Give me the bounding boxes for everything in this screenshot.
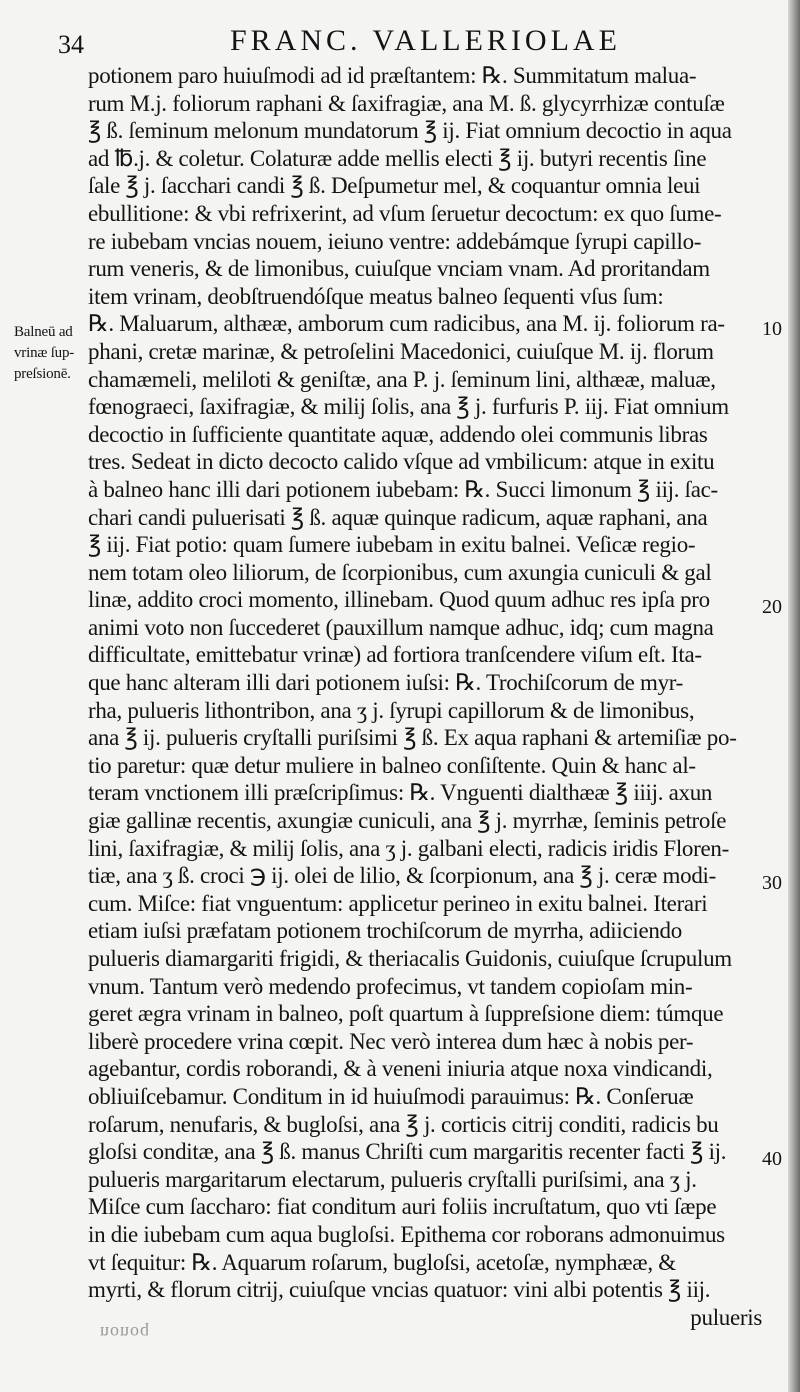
marginal-note [14, 322, 94, 385]
text-line: roſarum, nenufaris, & bugloſsi, ana ℥ j. corticis citrij conditi, radicis bu [88, 1111, 719, 1137]
text-line: tres. Sedeat in dicto decocto calido vſque ad vmbilicum: atque in exitu [88, 449, 715, 475]
text-line: ℥ iij. Fiat potio: quam ſumere iubebam in exitu balnei. Veſicæ regio- [88, 532, 696, 558]
text-line: teram vnctionem illi præſcripſimus: ℞. Vnguenti dialthææ ℥ iiij. axun [88, 780, 713, 806]
text-line: vt ſequitur: ℞. Aquarum roſarum, bugloſsi, acetoſæ, nymphææ, & [88, 1249, 676, 1275]
text-line: nem totam oleo liliorum, de ſcorpionibus, cum axungia cuniculi & gal [88, 559, 712, 585]
catchword: pulueris [690, 1304, 762, 1330]
text-line: decoctio in ſufficiente quantitate aquæ, addendo olei communis libras [88, 421, 708, 447]
text-line: linæ, addito croci momento, illinebam. Quod quum adhuc res ipſa pro [88, 587, 710, 613]
text-line: myrti, & florum citrij, cuiuſque vncias quatuor: vini albi potentis ℥ iij. [88, 1277, 711, 1303]
text-line: ℞. Maluarum, althææ, amborum cum radicibus, ana M. ij. foliorum ra- [88, 311, 725, 337]
text-line: tio paretur: quæ detur muliere in balneo conſiſtente. Quin & hanc al- [88, 752, 696, 778]
line-number-10: 10 [762, 318, 782, 340]
text-line: tiæ, ana ʒ ß. croci ℈ ij. olei de lilio, & ſcorpionum, ana ℥ j. ceræ modi- [88, 863, 716, 889]
text-line: ſale ℥ j. ſacchari candi ℥ ß. Deſpumetur mel, & coquantur omnia leui [88, 173, 701, 199]
marginal-note-line: preſsionē. [14, 366, 71, 382]
text-line: chamæmeli, meliloti & geniſtæ, ana P. j. ſeminum lini, althææ, maluæ, [88, 366, 716, 392]
text-line: agebantur, cordis roborandi, & à veneni iniuria atque noxa vindicandi, [88, 1056, 713, 1082]
text-line: pulueris diamargariti frigidi, & theriacalis Guidonis, cuiuſque ſcrupulum [88, 946, 732, 971]
text-line: giæ gallinæ recentis, axungiæ cuniculi, ana ℥ j. myrrhæ, ſeminis petroſe [88, 808, 727, 834]
text-line: chari candi puluerisati ℥ ß. aquæ quinque radicum, aquæ raphani, ana [88, 504, 708, 530]
text-line: re iubebam vncias nouem, ieiuno ventre: addebámque ſyrupi capillo- [88, 228, 702, 254]
page-header [0, 18, 800, 58]
text-line: geret ægra vrinam in balneo, poſt quartum à ſuppreſsione diem: túmque [88, 1001, 724, 1027]
text-line: etiam iuſsi præfatam potionem trochiſcorum de myrrha, adiiciendo [88, 918, 682, 944]
text-line: difficultate, emittebatur vrinæ) ad fortiora tranſcendere viſum eſt. Ita- [88, 642, 702, 668]
line-number-40: 40 [762, 1148, 782, 1170]
text-line: ℥ ß. ſeminum melonum mundatorum ℥ ij. Fiat omnium decoctio in aqua [88, 118, 732, 144]
text-line: ad ℔.j. & coletur. Colaturæ adde mellis electi ℥ ij. butyri recentis ſine [88, 145, 707, 171]
text-line: vnum. Tantum verò medendo profecimus, vt tandem copioſam min- [88, 973, 693, 999]
text-line: obliuiſcebamur. Conditum in id huiuſmodi parauimus: ℞. Conſeruæ [88, 1083, 694, 1109]
text-line: que hanc alteram illi dari potionem iuſsi: ℞. Trochiſcorum de myr- [88, 670, 684, 696]
text-line: gloſsi conditæ, ana ℥ ß. manus Chriſti cum margaritis recenter facti ℥ ij. [88, 1139, 727, 1165]
text-line: cum. Miſce: fiat vnguentum: applicetur perineo in exitu balnei. Iterari [88, 890, 708, 916]
text-line: à balneo hanc illi dari potionem iubebam: ℞. Succi limonum ℥ iij. ſac- [88, 476, 718, 502]
text-line: lini, ſaxifragiæ, & milij ſolis, ana ʒ j. galbani electi, radicis iridis Floren- [88, 835, 729, 861]
line-number-20: 20 [762, 596, 782, 618]
text-line: potionem paro huiuſmodi ad id præſtantem: ℞. Summitatum malua- [88, 63, 697, 88]
text-line: pulueris margaritarum electarum, pulueris cryſtalli puriſsimi, ana ʒ j. [88, 1166, 697, 1192]
text-line: phani, cretæ marinæ, & petroſelini Macedonici, cuiuſque M. ij. florum [88, 338, 714, 364]
text-line: liberè procedere vrina cœpit. Nec verò interea dum hæc à nobis per- [88, 1028, 694, 1054]
text-line: ana ℥ ij. pulueris cryſtalli puriſsimi ℥ ß. Ex aqua raphani & artemiſiæ po- [88, 725, 737, 751]
page-number: 34 [58, 30, 84, 59]
text-line: animi voto non ſuccederet (pauxillum namque adhuc, idq; cum magna [88, 614, 714, 640]
running-title: FRANC. VALLERIOLAE [230, 24, 621, 57]
text-line: rha, pulueris lithontribon, ana ʒ j. ſyrupi capillorum & de limonibus, [88, 697, 695, 723]
page-edge-shadow [788, 0, 800, 1392]
text-line: fœnograeci, ſaxifragiæ, & milij ſolis, ana ℥ j. furfuris P. iij. Fiat omnium [88, 394, 729, 420]
text-line: rum M.j. foliorum raphani & ſaxifragiæ, ana M. ß. glycyrrhizæ contuſæ [88, 90, 725, 116]
text-line: item vrinam, deobſtruendóſque meatus balneo ſequenti vſus ſum: [88, 283, 664, 309]
text-line: in die iubebam cum aqua bugloſsi. Epithema cor roborans admonuimus [88, 1221, 725, 1247]
text-line: ebullitione: & vbi refrixerint, ad vſum ſeruetur decoctum: ex quo ſume- [88, 200, 722, 226]
text-line: rum veneris, & de limonibus, cuiuſque vnciam vnam. Ad proritandam [88, 256, 710, 282]
text-line: Miſce cum ſaccharo: fiat conditum auri foliis incruſtatum, quo vti ſæpe [88, 1194, 717, 1220]
line-number-30: 30 [762, 872, 782, 894]
bleed-through-text: nonoq [100, 1323, 150, 1343]
body-text [88, 62, 768, 1331]
marginal-note-line: vrinæ ſup- [14, 345, 75, 361]
marginal-note-line: Balneū ad [14, 324, 73, 340]
